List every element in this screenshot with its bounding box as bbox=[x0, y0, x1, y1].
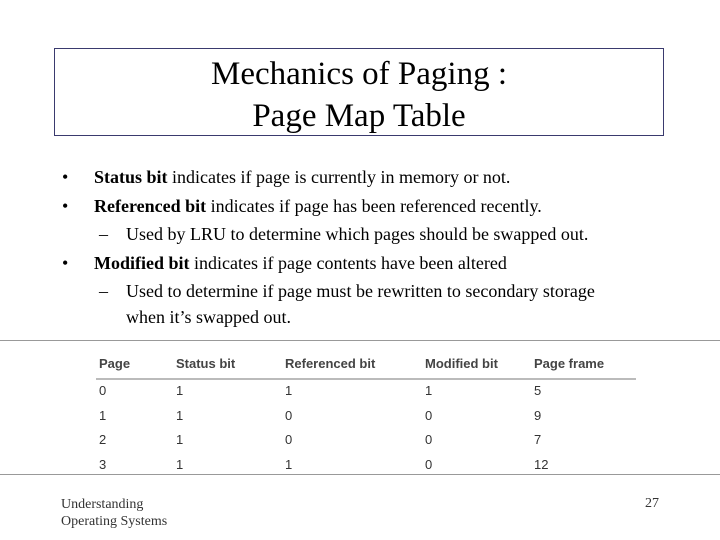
bullet-marker: • bbox=[62, 195, 69, 216]
bullet-item bbox=[62, 249, 712, 278]
sub-bullet-dash: – bbox=[99, 281, 108, 301]
bullet-text: indicates if page is currently in memory or not. bbox=[167, 167, 511, 187]
header-page: Page bbox=[99, 356, 131, 371]
page-map-table-figure bbox=[0, 340, 720, 480]
bullet-item bbox=[62, 163, 712, 192]
table-header-row bbox=[96, 353, 636, 377]
bullet-list bbox=[62, 163, 712, 328]
cell-page: 1 bbox=[99, 407, 107, 423]
slide-title-box bbox=[54, 48, 664, 136]
cell-page-frame: 9 bbox=[534, 407, 542, 423]
footer-line-2: Operating Systems bbox=[61, 514, 168, 529]
cell-page-frame: 7 bbox=[534, 432, 542, 447]
cell-referenced-bit: 0 bbox=[285, 432, 293, 447]
slide-title-line-2: Page Map Table bbox=[252, 98, 466, 134]
cell-referenced-bit: 1 bbox=[285, 456, 293, 472]
bullet-term: Referenced bit bbox=[94, 195, 207, 216]
table-top-rule bbox=[0, 340, 720, 341]
footer-line-1: Understanding bbox=[61, 497, 144, 512]
page-map-table bbox=[96, 353, 636, 472]
cell-status-bit: 1 bbox=[176, 383, 184, 398]
cell-page-frame: 12 bbox=[534, 456, 549, 472]
header-page-frame: Page frame bbox=[534, 356, 605, 371]
bullet-term: Status bit bbox=[94, 167, 168, 187]
cell-referenced-bit: 0 bbox=[285, 407, 293, 423]
bullet-text: indicates if page contents have been altered bbox=[189, 252, 507, 273]
header-referenced-bit: Referenced bit bbox=[285, 356, 376, 371]
sub-bullet-item bbox=[99, 220, 712, 249]
sub-bullet-text: Used to determine if page must be rewritten to secondary storage bbox=[126, 281, 595, 301]
cell-page: 2 bbox=[99, 432, 107, 447]
cell-modified-bit: 1 bbox=[425, 383, 433, 398]
sub-bullet-dash: – bbox=[99, 224, 108, 244]
header-rule bbox=[96, 378, 636, 380]
bullet-text: indicates if page has been referenced recently. bbox=[206, 195, 542, 216]
sub-bullet-item bbox=[99, 277, 712, 306]
cell-status-bit: 1 bbox=[176, 432, 184, 447]
sub-bullet-text: Used by LRU to determine which pages should be swapped out. bbox=[126, 224, 589, 244]
header-status-bit: Status bit bbox=[176, 356, 236, 371]
cell-modified-bit: 0 bbox=[425, 456, 433, 472]
cell-page: 3 bbox=[99, 456, 107, 472]
cell-modified-bit: 0 bbox=[425, 407, 433, 423]
table-body bbox=[96, 382, 636, 480]
table-row bbox=[96, 407, 636, 432]
table-row bbox=[96, 431, 636, 456]
bullet-item bbox=[62, 192, 712, 221]
cell-page-frame: 5 bbox=[534, 383, 542, 398]
cell-modified-bit: 0 bbox=[425, 432, 433, 447]
footer-course-title bbox=[61, 496, 167, 530]
table-row bbox=[96, 382, 636, 407]
bullet-term: Modified bit bbox=[94, 252, 190, 273]
sub-bullet-continuation: when it’s swapped out. bbox=[126, 306, 291, 327]
bullet-marker: • bbox=[62, 252, 69, 273]
header-modified-bit: Modified bit bbox=[425, 356, 498, 371]
cell-page: 0 bbox=[99, 383, 107, 398]
bullet-marker: • bbox=[62, 167, 69, 187]
cell-status-bit: 1 bbox=[176, 407, 184, 423]
cell-referenced-bit: 1 bbox=[285, 383, 293, 398]
slide-page-number: 27 bbox=[645, 496, 659, 511]
cell-status-bit: 1 bbox=[176, 456, 184, 472]
slide-title-line-1: Mechanics of Paging : bbox=[210, 56, 508, 92]
table-row bbox=[96, 456, 636, 481]
